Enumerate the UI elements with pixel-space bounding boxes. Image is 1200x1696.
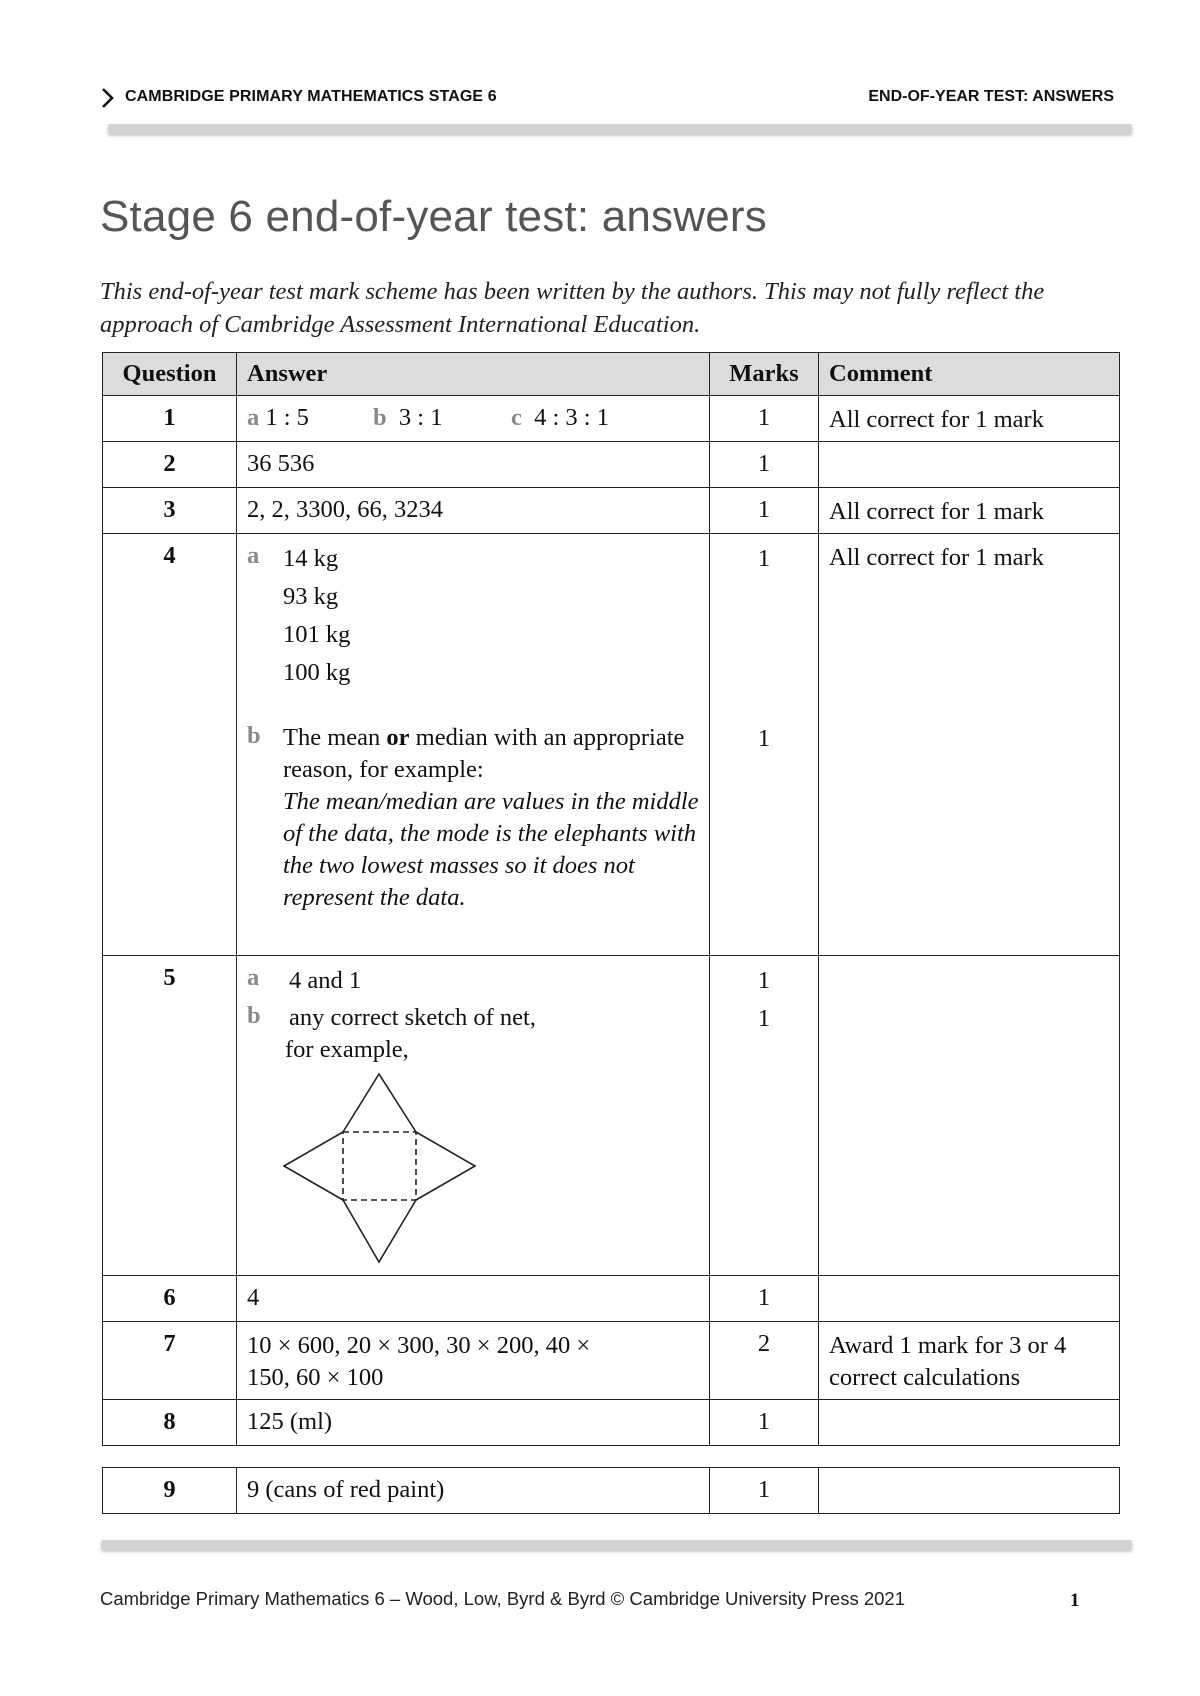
mark-scheme-table [102,352,1120,1446]
answer-part-a [247,542,701,694]
comment-cell: All correct for 1 mark [819,488,1120,534]
question-number: 7 [103,1322,237,1400]
net-triangle-right [416,1132,475,1200]
comment-cell [819,1468,1120,1514]
question-number: 6 [103,1276,237,1322]
marks-cell: 1 [710,1400,819,1446]
comment-cell [819,1322,1120,1400]
question-number: 9 [103,1468,237,1514]
question-number: 2 [103,442,237,488]
column-header-answer: Answer [237,353,710,396]
answer-cell [237,1322,710,1400]
page-title: Stage 6 end-of-year test: answers [100,192,767,241]
comment-text: Award 1 mark for 3 or 4 [829,1332,1067,1359]
answer-cell [237,534,710,956]
comment-cell [819,442,1120,488]
page-number: 1 [1070,1590,1080,1611]
pyramid-net-sketch [283,1072,701,1275]
column-header-comment: Comment [819,353,1120,396]
answer-cell: 125 (ml) [237,1400,710,1446]
mass-value: 101 kg [283,621,351,648]
part-answer: 3 : 1 [398,404,443,431]
header-divider [108,124,1132,134]
comment-cell: All correct for 1 mark [819,396,1120,442]
question-number: 8 [103,1400,237,1446]
header-book-title: CAMBRIDGE PRIMARY MATHEMATICS STAGE 6 [125,88,497,105]
table-row [103,1400,1120,1446]
answer-text: any correct sketch of net, [289,1004,536,1031]
column-header-question: Question [103,353,237,396]
answer-part-b [247,1002,701,1066]
question-number: 1 [103,396,237,442]
table-row [103,1468,1120,1514]
answer-part [247,404,373,432]
answer-cell [237,396,710,442]
answer-part-b [247,722,701,914]
answer-cell: 2, 2, 3300, 66, 3234 [237,488,710,534]
mass-value: 14 kg [283,545,339,572]
answer-text: median with an appropriate reason, for example: [283,724,685,783]
answer-keyword: or [386,724,410,751]
marks-cell: 1 [710,442,819,488]
table-row [103,442,1120,488]
answer-part [373,404,511,432]
answer-part-a [247,964,701,1002]
part-label: c [511,404,522,431]
mass-value: 93 kg [283,583,339,610]
mark-scheme-table-continued [102,1467,1120,1514]
answer-text: 10 × 600, 20 × 300, 30 × 200, 40 × [247,1332,591,1359]
comment-cell [819,956,1120,1276]
marks-cell: 1 [710,396,819,442]
footer-divider [101,1540,1132,1550]
part-label: a [247,404,260,431]
question-number: 3 [103,488,237,534]
marks-cell: 1 [710,488,819,534]
answer-part [511,404,609,432]
table-row [103,1276,1120,1322]
part-answer: 4 : 3 : 1 [534,404,609,431]
marks-part-a: 1 [757,545,771,572]
question-number: 5 [103,956,237,1276]
marks-part-b: 1 [757,725,771,752]
marks-cell [710,534,819,956]
table-row [103,396,1120,442]
answer-text: The mean [283,724,387,751]
answer-text: 150, 60 × 100 [247,1364,384,1391]
marks-part-b: 1 [757,1005,771,1032]
part-label: b [247,722,261,749]
net-square-base [343,1132,416,1200]
column-header-marks: Marks [710,353,819,396]
answer-cell: 36 536 [237,442,710,488]
answer-text: for example, [285,1036,409,1063]
chevron-right-icon [101,88,115,113]
net-triangle-top [343,1074,416,1132]
comment-cell [819,1400,1120,1446]
table-row [103,956,1120,1276]
marks-cell: 2 [710,1322,819,1400]
answer-cell: 9 (cans of red paint) [237,1468,710,1514]
answer-cell [237,956,710,1276]
net-triangle-left [284,1132,343,1200]
footer-credit: Cambridge Primary Mathematics 6 – Wood, Low, Byrd & Byrd © Cambridge University Press 2021 [100,1588,905,1609]
intro-text: This end-of-year test mark scheme has been written by the authors. This may not fully reflect the approach of Cambridge Assessment International Education. [100,278,1045,338]
part-label: b [373,404,387,431]
table-row [103,1322,1120,1400]
table-header-row [103,353,1120,396]
marks-cell [710,956,819,1276]
question-number: 4 [103,534,237,956]
table-row [103,534,1120,956]
running-header [101,86,1114,108]
answer-text: 4 and 1 [289,967,362,994]
part-label: a [247,964,260,991]
marks-part-a: 1 [757,967,771,994]
marks-cell: 1 [710,1276,819,1322]
answer-cell: 4 [237,1276,710,1322]
table-row [103,488,1120,534]
comment-cell [819,1276,1120,1322]
marks-cell: 1 [710,1468,819,1514]
header-section-title: END-OF-YEAR TEST: ANSWERS [868,88,1114,105]
part-answer: 1 : 5 [265,404,309,431]
comment-cell: All correct for 1 mark [819,534,1120,956]
part-label: b [247,1002,261,1029]
net-triangle-bottom [343,1200,416,1262]
comment-text: correct calculations [829,1364,1021,1391]
example-reason: The mean/median are values in the middle of the data, the mode is the elephants with the two lowest masses so it does not represent the data. [283,788,699,911]
mass-value: 100 kg [283,659,351,686]
part-label: a [247,542,260,569]
